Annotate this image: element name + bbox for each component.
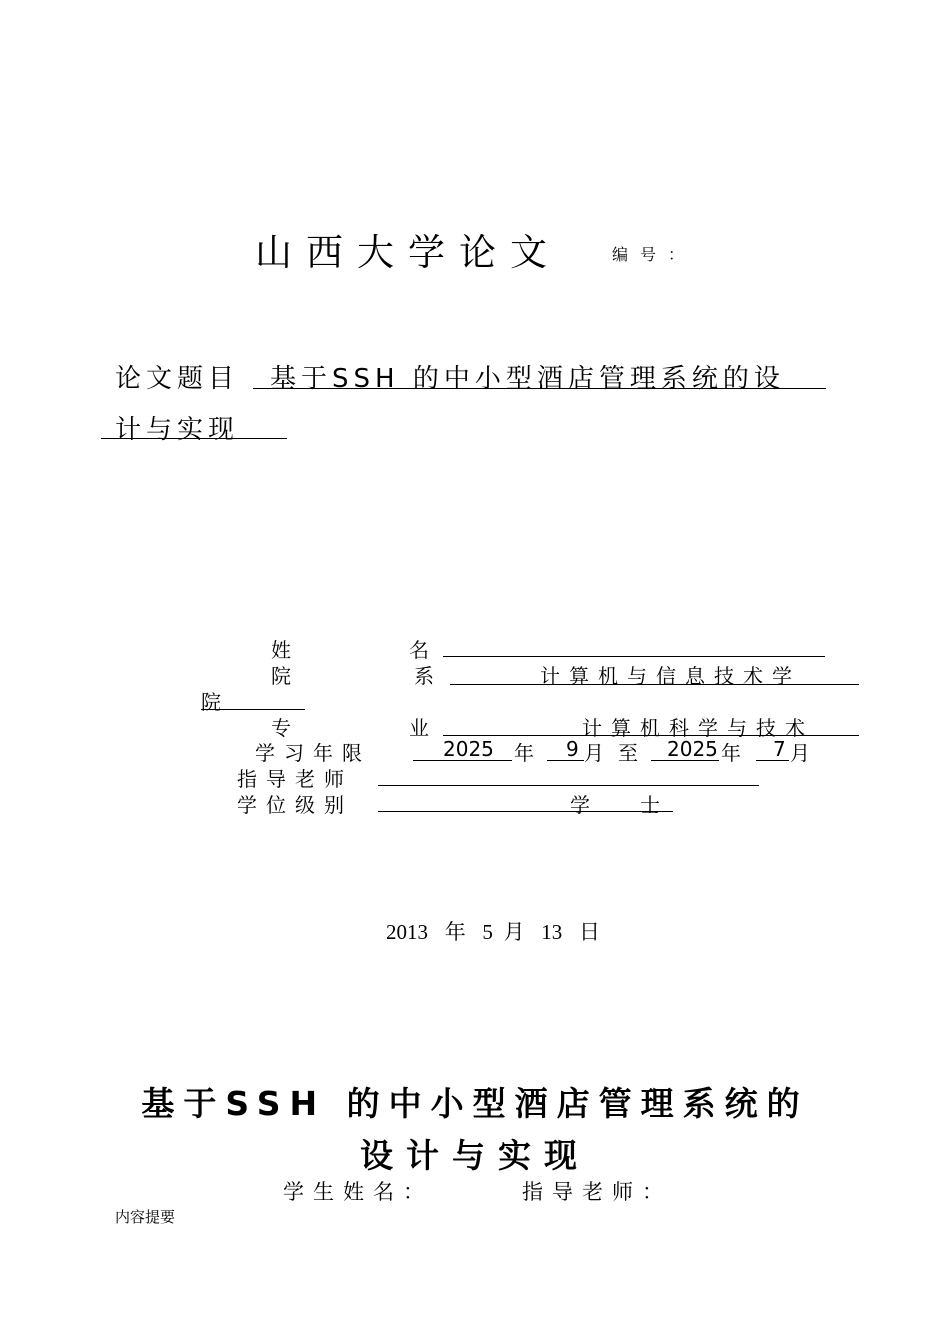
major-value: 计算机科学与技术: [582, 716, 814, 740]
thesis-title-line2: 计与实现: [115, 415, 240, 445]
university-title: 山西大学论文: [255, 231, 561, 274]
thesis-title-underline-2: [101, 438, 287, 439]
department-underline-1: [450, 684, 859, 685]
major-label-char-2: 业: [409, 716, 429, 740]
thesis-title-underline-1: [253, 388, 826, 389]
period-year-char-1: 年: [514, 741, 534, 765]
period-end-month-underline: [756, 760, 789, 761]
paper-title-line1: 基于SSH 的中小型酒店管理系统的: [141, 1084, 809, 1123]
paper-title-line2: 设计与实现: [360, 1136, 590, 1175]
major-underline: [443, 735, 859, 736]
date-month: 5: [482, 920, 493, 944]
date-year-char: 年: [444, 920, 466, 944]
date-month-char: 月: [503, 920, 525, 944]
advisor-label: 指导老师: [237, 767, 353, 791]
period-start-year: 2025: [443, 737, 494, 761]
period-end-month: 7: [773, 737, 786, 761]
period-start-month-underline: [547, 760, 584, 761]
thesis-title-line1: 基于SSH 的中小型酒店管理系统的设: [270, 364, 785, 394]
degree-label: 学位级别: [237, 793, 353, 817]
study-period-label: 学习年限: [255, 741, 371, 765]
degree-value-char-2: 士: [640, 793, 660, 817]
department-value-line1: 计算机与信息技术学: [540, 664, 801, 688]
student-name-label: 学生姓名：: [283, 1180, 433, 1204]
cover-date: [386, 916, 600, 946]
degree-underline: [378, 811, 673, 812]
period-start-year-underline: [413, 760, 512, 761]
period-end-year-underline: [651, 760, 719, 761]
serial-number-label: 编号：: [612, 245, 697, 264]
period-start-month: 9: [566, 737, 579, 761]
period-to-char: 至: [618, 741, 638, 765]
period-year-char-2: 年: [721, 741, 741, 765]
period-end-year: 2025: [667, 737, 718, 761]
period-month-char-2: 月: [790, 741, 810, 765]
department-value-line2: 院: [201, 690, 221, 714]
thesis-title-label: 论文题目: [115, 364, 240, 394]
advisor-underline: [378, 785, 759, 786]
advisor-name-label: 指导老师：: [522, 1180, 672, 1204]
period-month-char-1: 月: [584, 741, 604, 765]
degree-value-char-1: 学: [570, 793, 590, 817]
name-label-char-2: 名: [409, 638, 429, 662]
major-label-char-1: 专: [271, 716, 291, 740]
abstract-heading: 内容提要: [115, 1208, 176, 1226]
date-day-char: 日: [578, 920, 600, 944]
date-year: 2013: [386, 920, 428, 944]
department-label-char-2: 系: [414, 664, 434, 688]
date-day: 13: [541, 920, 563, 944]
name-label-char-1: 姓: [271, 638, 291, 662]
department-label-char-1: 院: [271, 664, 291, 688]
name-underline: [443, 656, 825, 657]
department-underline-2: [201, 709, 305, 710]
